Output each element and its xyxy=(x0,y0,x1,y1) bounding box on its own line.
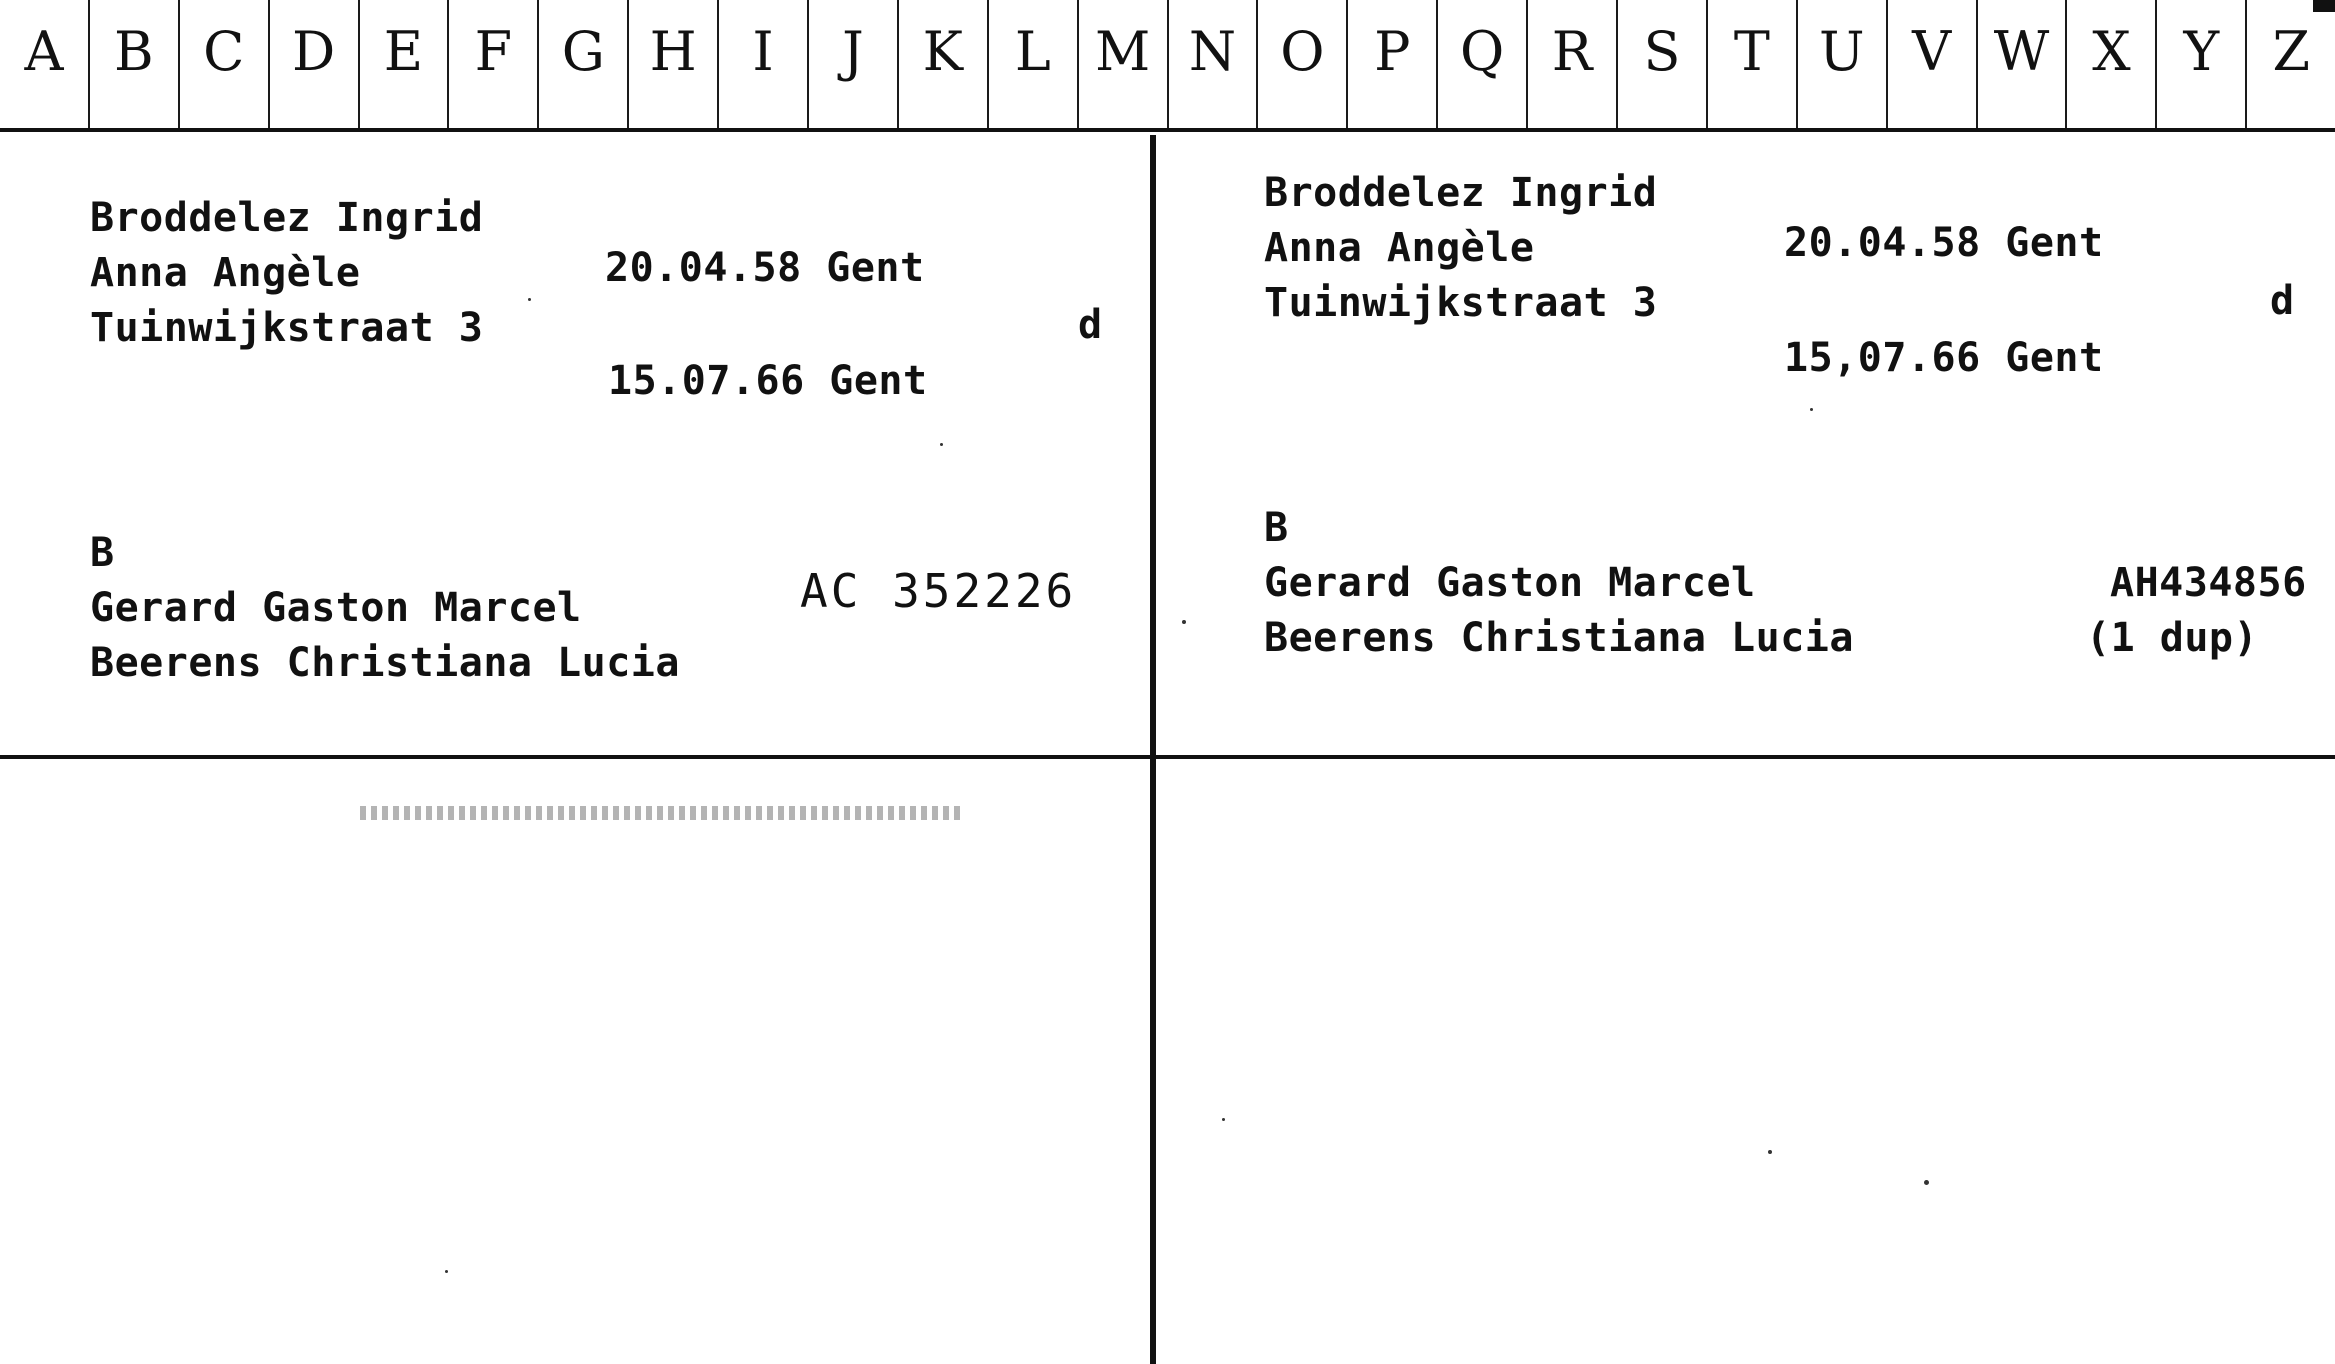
index-tab-s xyxy=(1618,0,1708,128)
index-letter: A xyxy=(24,20,64,83)
card-mother-name: Beerens Christiana Lucia xyxy=(90,640,680,686)
index-tab-r xyxy=(1528,0,1618,128)
index-tab-f xyxy=(449,0,539,128)
card-serial-number: AC 352226 xyxy=(800,564,1077,618)
index-letter: W xyxy=(1993,20,2050,83)
record-card-right xyxy=(1156,135,2335,755)
index-tab-z xyxy=(2247,0,2335,128)
record-card-left xyxy=(0,135,1150,755)
index-letter: Z xyxy=(2272,20,2310,83)
index-tab-x xyxy=(2067,0,2157,128)
index-tab-g xyxy=(539,0,629,128)
index-tab-q xyxy=(1438,0,1528,128)
index-letter: V xyxy=(1912,20,1952,83)
index-letter: P xyxy=(1374,20,1411,83)
index-tab-n xyxy=(1169,0,1259,128)
index-tab-k xyxy=(899,0,989,128)
card-marker: d xyxy=(1078,302,1103,348)
alphabet-index-strip xyxy=(0,0,2335,128)
card-category-letter: B xyxy=(90,530,115,576)
card-street-address: Tuinwijkstraat 3 xyxy=(90,305,484,351)
index-tab-j xyxy=(809,0,899,128)
card-mother-name: Beerens Christiana Lucia xyxy=(1264,615,1854,661)
card-given-names: Anna Angèle xyxy=(90,250,361,296)
card-category-letter: B xyxy=(1264,505,1289,551)
card-street-address: Tuinwijkstraat 3 xyxy=(1264,280,1658,326)
index-letter: F xyxy=(474,20,513,83)
index-tab-c xyxy=(180,0,270,128)
index-tab-a xyxy=(0,0,90,128)
index-tab-o xyxy=(1258,0,1348,128)
index-letter: J xyxy=(842,20,864,83)
card-duplicate-note: (1 dup) xyxy=(2086,615,2259,661)
index-letter: G xyxy=(561,20,605,83)
index-letter: Y xyxy=(2183,20,2220,83)
index-letter: C xyxy=(203,20,245,83)
index-letter: R xyxy=(1551,20,1593,83)
index-letter: H xyxy=(649,20,697,83)
index-tab-b xyxy=(90,0,180,128)
index-tab-e xyxy=(360,0,450,128)
index-tab-p xyxy=(1348,0,1438,128)
index-letter: Q xyxy=(1460,20,1505,83)
card-birth-date-place: 20.04.58 Gent xyxy=(1784,220,2104,266)
index-tab-t xyxy=(1708,0,1798,128)
index-letter: S xyxy=(1643,20,1681,83)
index-letter: B xyxy=(113,20,154,83)
card-marker: d xyxy=(2270,278,2295,324)
index-tab-m xyxy=(1079,0,1169,128)
index-letter: N xyxy=(1188,20,1237,83)
index-letter: T xyxy=(1733,20,1770,83)
card-issue-date-place: 15,07.66 Gent xyxy=(1784,335,2104,381)
card-father-name: Gerard Gaston Marcel xyxy=(1264,560,1756,606)
index-letter: U xyxy=(1819,20,1865,83)
card-father-name: Gerard Gaston Marcel xyxy=(90,585,582,631)
index-letter: L xyxy=(1014,20,1051,83)
index-letter: K xyxy=(922,20,964,83)
corner-mark xyxy=(2313,0,2335,12)
index-tab-w xyxy=(1978,0,2068,128)
index-tab-d xyxy=(270,0,360,128)
horizontal-card-divider xyxy=(0,755,2335,759)
index-letter: X xyxy=(2092,20,2131,83)
card-given-names: Anna Angèle xyxy=(1264,225,1535,271)
card-name-line: Broddelez Ingrid xyxy=(1264,170,1658,216)
index-tab-h xyxy=(629,0,719,128)
index-tab-l xyxy=(989,0,1079,128)
index-letter: O xyxy=(1280,20,1325,83)
index-letter: E xyxy=(383,20,424,83)
index-letter: D xyxy=(291,20,336,83)
index-tab-u xyxy=(1798,0,1888,128)
index-tab-i xyxy=(719,0,809,128)
card-birth-date-place: 20.04.58 Gent xyxy=(605,245,925,291)
scan-smudge xyxy=(360,806,960,820)
index-strip-rule xyxy=(0,128,2335,132)
card-serial-number: AH434856 xyxy=(2110,560,2307,606)
index-letter: M xyxy=(1094,20,1151,83)
card-name-line: Broddelez Ingrid xyxy=(90,195,484,241)
index-letter: I xyxy=(752,20,774,83)
card-issue-date-place: 15.07.66 Gent xyxy=(608,358,928,404)
index-tab-v xyxy=(1888,0,1978,128)
index-tab-y xyxy=(2157,0,2247,128)
